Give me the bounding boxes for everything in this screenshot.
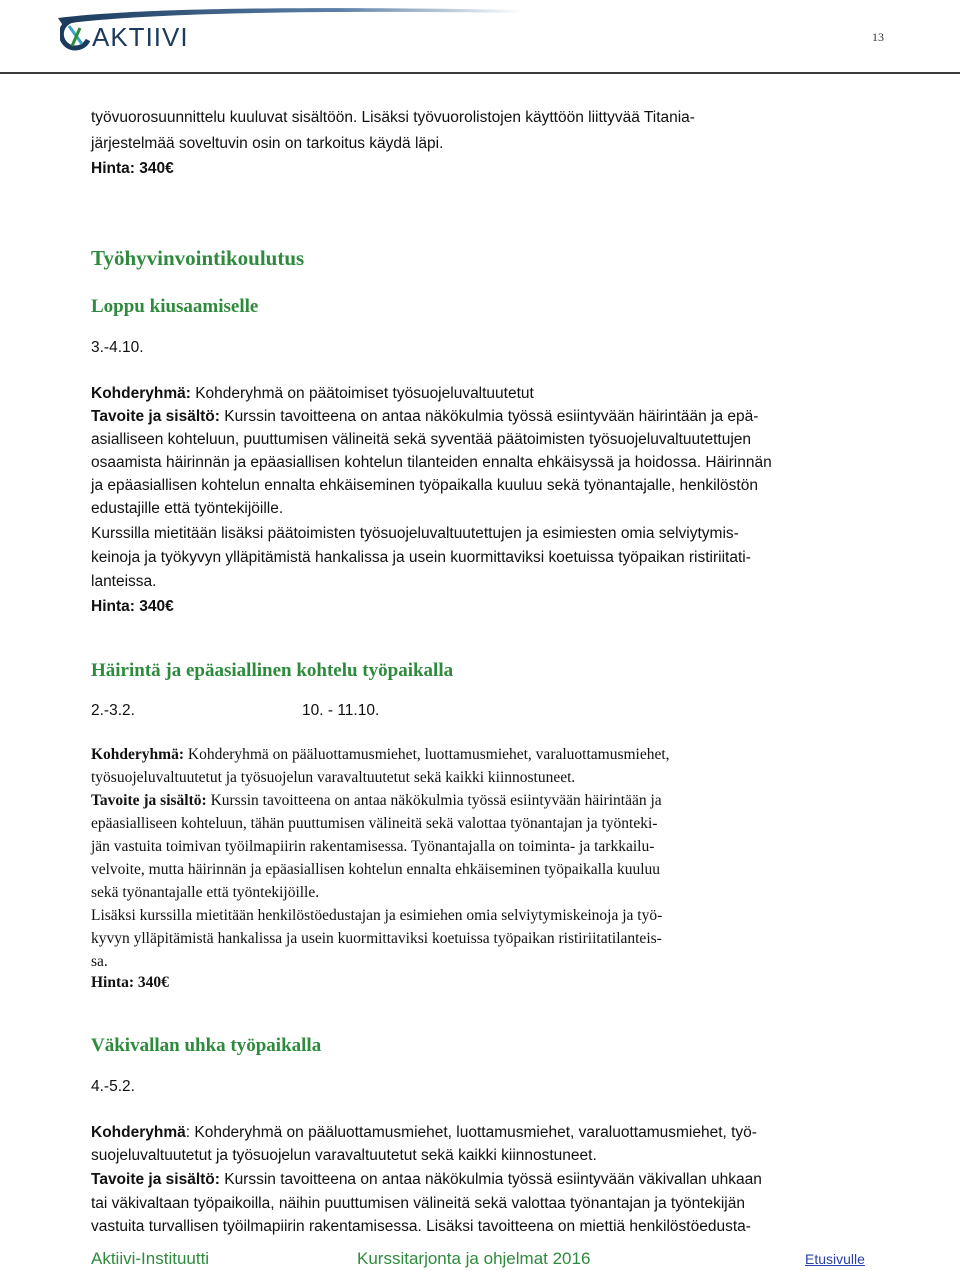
- target-line-2: työsuojeluvaltuutetut ja työsuojelun varavaltuutetut sekä kaikki kiinnostuneet.: [91, 769, 576, 786]
- goal-line-4: velvoite, mutta häirinnän ja epäasiallisen kohtelun ennalta ehkäiseminen työpaikalla kuuluu: [91, 861, 661, 878]
- page-header: [0, 0, 960, 78]
- target-group: [91, 1121, 757, 1145]
- goal-line-1: [91, 1168, 762, 1192]
- goal-line-5: sekä työnantajalle että työntekijöille.: [91, 884, 320, 901]
- goal-line-3: jän vastuita toimivan työilmapiirin rakentamisessa. Työnantajalla on toiminta- ja tarkkailu-: [91, 838, 655, 855]
- header-divider: [0, 72, 960, 74]
- goal-line-1: [91, 405, 758, 429]
- course-price: Hinta: 340€: [91, 974, 169, 991]
- goal-line-1: [91, 789, 662, 813]
- goal-label: Tavoite ja sisältö:: [91, 792, 207, 809]
- course-title-hairinta: Häirintä ja epäasiallinen kohtelu työpaikalla: [91, 660, 454, 681]
- course-date: 3.-4.10.: [91, 339, 144, 356]
- logo-mark-icon: [60, 18, 90, 52]
- intro-line-1: työvuorosuunnittelu kuuluvat sisältöön. Lisäksi työvuorolistojen käyttöön liittyvää Titania-: [91, 109, 695, 126]
- home-link[interactable]: Etusivulle: [805, 1251, 865, 1267]
- extra-line-2: kyvyn ylläpitämistä hankalissa ja usein kuormittaviksi koetuissa työpaikan ristiriitatilanteis-: [91, 930, 662, 947]
- intro-price: Hinta: 340€: [91, 160, 174, 177]
- goal-label: Tavoite ja sisältö:: [91, 408, 220, 425]
- target-group: [91, 743, 670, 767]
- target-group: [91, 382, 534, 406]
- goal-line-5: edustajille että työntekijöille.: [91, 500, 284, 517]
- goal-line-2: asialliseen kohteluun, puuttumisen välineitä sekä syventää päätoimisten työsuojeluvaltuutettujen: [91, 431, 752, 448]
- footer-catalog-title: Kurssitarjonta ja ohjelmat 2016: [357, 1249, 591, 1268]
- target-text: Kohderyhmä on pääluottamusmiehet, luottamusmiehet, varaluottamusmiehet,: [184, 746, 670, 763]
- goal-line-2: epäasialliseen kohteluun, tähän puuttumisen välineitä sekä valottaa työnantajan ja työnteki-: [91, 815, 658, 832]
- course-title-vakivallan-uhka: Väkivallan uhka työpaikalla: [91, 1035, 322, 1056]
- goal-line-3: osaamista häirinnän ja epäasiallisen kohtelun tilanteiden ennalta ehkäisyssä ja hoidossa. Häirinnän: [91, 454, 772, 471]
- course-date-1: 2.-3.2.: [91, 702, 135, 719]
- target-text: : Kohderyhmä on pääluottamusmiehet, luottamusmiehet, varaluottamusmiehet, työ-: [185, 1124, 757, 1141]
- section-title-tyohyvinvointi: Työhyvinvointikoulutus: [91, 246, 305, 270]
- page-number: 13: [872, 30, 884, 44]
- extra-line-1: Lisäksi kurssilla mietitään henkilöstöedustajan ja esimiehen omia selviytymiskeinoja ja työ-: [91, 907, 663, 924]
- extra-line-1: Kurssilla mietitään lisäksi päätoimisten työsuojeluvaltuutettujen ja esimiesten omia selviytymis-: [91, 525, 739, 542]
- target-text: Kohderyhmä on päätoimiset työsuojeluvaltuutetut: [190, 385, 534, 402]
- footer-institute: Aktiivi-Instituutti: [91, 1249, 210, 1268]
- target-line-2: suojeluvaltuutetut ja työsuojelun varavaltuutetut sekä kaikki kiinnostuneet.: [91, 1147, 597, 1164]
- page-footer: [91, 1249, 881, 1271]
- goal-text: Kurssin tavoitteena on antaa näkökulmia työssä esiintyvään häirintään ja: [206, 792, 662, 809]
- goal-text: Kurssin tavoitteena on antaa näkökulmia työssä esiintyvään väkivallan uhkaan: [219, 1171, 762, 1188]
- intro-line-2: järjestelmää soveltuvin osin on tarkoitus käydä läpi.: [91, 135, 444, 152]
- course-price: Hinta: 340€: [91, 598, 174, 615]
- goal-line-4: ja epäasiallisen kohtelun ennalta ehkäiseminen työpaikalla kuuluu sekä työnantajalle, henkilöstön: [91, 477, 758, 494]
- logo-text: AKTIIVI: [92, 22, 189, 52]
- course-date-2: 10. - 11.10.: [302, 702, 380, 719]
- course-date: 4.-5.2.: [91, 1078, 135, 1095]
- target-label: Kohderyhmä: [91, 1124, 186, 1141]
- goal-line-2: tai väkivaltaan työpaikoilla, näihin puuttumisen välineitä sekä valottaa työnantajan ja työntekijän: [91, 1195, 745, 1212]
- course-title-loppu-kiusaamiselle: Loppu kiusaamiselle: [91, 296, 259, 317]
- target-label: Kohderyhmä:: [91, 746, 184, 763]
- goal-line-3: vastuita turvallisen työilmapiirin rakentamisessa. Lisäksi tavoitteena on miettiä henkilöstöedusta-: [91, 1218, 751, 1235]
- extra-line-3: sa.: [91, 953, 108, 970]
- extra-line-3: lanteissa.: [91, 573, 157, 590]
- extra-line-2: keinoja ja työkyvyn ylläpitämistä hankalissa ja usein kuormittaviksi koetuissa työpaikan ristiriitati-: [91, 549, 751, 566]
- goal-label: Tavoite ja sisältö:: [91, 1171, 220, 1188]
- goal-text: Kurssin tavoitteena on antaa näkökulmia työssä esiintyvään häirintään ja epä-: [219, 408, 759, 425]
- target-label: Kohderyhmä:: [91, 385, 191, 402]
